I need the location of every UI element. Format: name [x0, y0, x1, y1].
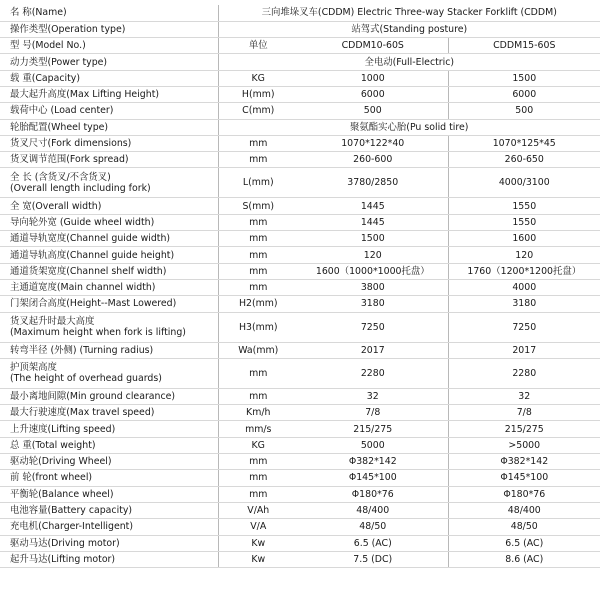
- param-label-sub: (The height of overhead guards): [10, 373, 162, 385]
- header-value: 三向堆垛叉车(CDDM) Electric Three-way Stacker Forklift (CDDM): [218, 5, 600, 21]
- table-row: [0, 312, 600, 342]
- value-cell-cddm10: 7250: [298, 312, 448, 342]
- value-cell-cddm10: 1445: [298, 214, 448, 230]
- table-row: [0, 421, 600, 437]
- value-cell-cddm15: 1550: [448, 198, 600, 214]
- param-label: 货叉调节范围(Fork spread): [10, 154, 129, 166]
- table-row: [0, 486, 600, 502]
- value-cell-cddm15: Φ180*76: [448, 486, 600, 502]
- value-cell-cddm10: 2280: [298, 358, 448, 388]
- value-cell-cddm10: 215/275: [298, 421, 448, 437]
- value-cell-cddm15: 260-650: [448, 152, 600, 168]
- unit-cell: L(mm): [218, 168, 298, 198]
- param-label: 充电机(Charger-Intelligent): [10, 521, 134, 533]
- param-label: 最大行驶速度(Max travel speed): [10, 407, 155, 419]
- param-label: 平衡轮(Balance wheel): [10, 488, 114, 500]
- param-label: 起升马达(Lifting motor): [10, 553, 116, 565]
- unit-cell: mm: [218, 358, 298, 388]
- param-label: 全 宽(Overall width): [10, 200, 102, 212]
- param-cell: [0, 388, 218, 404]
- param-label: 货叉尺寸(Fork dimensions): [10, 138, 132, 150]
- value-cell-cddm15: CDDM15-60S: [448, 38, 600, 54]
- param-cell: [0, 38, 218, 54]
- table-row: [0, 168, 600, 198]
- value-cell-cddm10: CDDM10-60S: [298, 38, 448, 54]
- value-cell-cddm10: 3180: [298, 296, 448, 312]
- value-cell-cddm10: 1500: [298, 231, 448, 247]
- param-cell: [0, 231, 218, 247]
- merged-value-cell: 站驾式(Standing posture): [218, 21, 600, 37]
- table-row: [0, 198, 600, 214]
- table-row: [0, 519, 600, 535]
- param-label: 最大起升高度(Max Lifting Height): [10, 89, 160, 101]
- unit-cell: mm: [218, 263, 298, 279]
- unit-cell: Kw: [218, 551, 298, 567]
- param-label: 动力类型(Power type): [10, 56, 108, 68]
- table-row: [0, 502, 600, 518]
- param-cell: [0, 535, 218, 551]
- param-cell: [0, 519, 218, 535]
- table-row: [0, 535, 600, 551]
- table-row: [0, 152, 600, 168]
- param-cell: [0, 135, 218, 151]
- table-row: [0, 437, 600, 453]
- unit-cell: V/A: [218, 519, 298, 535]
- table-row: [0, 247, 600, 263]
- unit-cell: mm: [218, 388, 298, 404]
- table-row: [0, 86, 600, 102]
- value-cell-cddm15: >5000: [448, 437, 600, 453]
- unit-cell: Kw: [218, 535, 298, 551]
- param-cell: [0, 551, 218, 567]
- unit-cell: mm: [218, 135, 298, 151]
- param-label: 操作类型(Operation type): [10, 23, 126, 35]
- unit-cell: mm: [218, 214, 298, 230]
- param-label: 门架闭合高度(Height--Mast Lowered): [10, 298, 177, 310]
- value-cell-cddm15: 1550: [448, 214, 600, 230]
- table-row: [0, 342, 600, 358]
- param-label: 驱动马达(Driving motor): [10, 537, 120, 549]
- table-row: [0, 405, 600, 421]
- value-cell-cddm15: Φ145*100: [448, 470, 600, 486]
- value-cell-cddm15: 6000: [448, 86, 600, 102]
- value-cell-cddm10: Φ180*76: [298, 486, 448, 502]
- param-label: 电池容量(Battery capacity): [10, 505, 133, 517]
- param-label: 驱动轮(Driving Wheel): [10, 456, 112, 468]
- value-cell-cddm15: Φ382*142: [448, 454, 600, 470]
- value-cell-cddm15: 7/8: [448, 405, 600, 421]
- value-cell-cddm10: 6.5 (AC): [298, 535, 448, 551]
- param-cell: [0, 152, 218, 168]
- param-cell: [0, 70, 218, 86]
- param-label: 全 长 (含货叉/不含货叉): [10, 171, 111, 183]
- unit-cell: H(mm): [218, 86, 298, 102]
- table-row: [0, 38, 600, 54]
- param-cell: [0, 312, 218, 342]
- param-cell: [0, 358, 218, 388]
- param-cell: [0, 502, 218, 518]
- value-cell-cddm15: 2280: [448, 358, 600, 388]
- param-label-sub: (Overall length including fork): [10, 182, 151, 194]
- param-label: 型 号(Model No.): [10, 40, 86, 52]
- value-cell-cddm15: 32: [448, 388, 600, 404]
- table-row: [0, 263, 600, 279]
- table-row: [0, 214, 600, 230]
- value-cell-cddm10: 6000: [298, 86, 448, 102]
- value-cell-cddm10: 120: [298, 247, 448, 263]
- value-cell-cddm15: 7250: [448, 312, 600, 342]
- param-label: 总 重(Total weight): [10, 439, 96, 451]
- value-cell-cddm15: 500: [448, 103, 600, 119]
- param-label: 最小离地间隙(Min ground clearance): [10, 390, 176, 402]
- param-cell: [0, 296, 218, 312]
- unit-cell: H3(mm): [218, 312, 298, 342]
- value-cell-cddm15: 3180: [448, 296, 600, 312]
- unit-cell: 单位: [218, 38, 298, 54]
- value-cell-cddm10: 260-600: [298, 152, 448, 168]
- value-cell-cddm10: 500: [298, 103, 448, 119]
- value-cell-cddm10: 7.5 (DC): [298, 551, 448, 567]
- table-row: [0, 135, 600, 151]
- value-cell-cddm10: 48/400: [298, 502, 448, 518]
- unit-cell: mm: [218, 231, 298, 247]
- param-cell: [0, 263, 218, 279]
- table-row: [0, 470, 600, 486]
- param-cell: [0, 198, 218, 214]
- param-label: 前 轮(front wheel): [10, 472, 93, 484]
- param-label: 轮胎配置(Wheel type): [10, 121, 109, 133]
- unit-cell: V/Ah: [218, 502, 298, 518]
- unit-cell: KG: [218, 70, 298, 86]
- param-cell: [0, 437, 218, 453]
- unit-cell: H2(mm): [218, 296, 298, 312]
- value-cell-cddm10: 3800: [298, 279, 448, 295]
- value-cell-cddm15: 215/275: [448, 421, 600, 437]
- value-cell-cddm10: 32: [298, 388, 448, 404]
- value-cell-cddm15: 1070*125*45: [448, 135, 600, 151]
- table-row: [0, 103, 600, 119]
- unit-cell: mm/s: [218, 421, 298, 437]
- unit-cell: mm: [218, 454, 298, 470]
- param-cell: [0, 247, 218, 263]
- merged-value-cell: 全电动(Full-Electric): [218, 54, 600, 70]
- unit-cell: mm: [218, 486, 298, 502]
- value-cell-cddm15: 6.5 (AC): [448, 535, 600, 551]
- value-cell-cddm15: 48/400: [448, 502, 600, 518]
- value-cell-cddm10: 1600（1000*1000托盘）: [298, 263, 448, 279]
- param-label: 转弯半径 (外侧) (Turning radius): [10, 344, 154, 356]
- param-label: 通道导轨高度(Channel guide height): [10, 249, 175, 261]
- unit-cell: KG: [218, 437, 298, 453]
- param-label: 主通道宽度(Main channel width): [10, 282, 156, 294]
- value-cell-cddm15: 1500: [448, 70, 600, 86]
- param-label: 护顶架高度: [10, 362, 57, 374]
- table-row: [0, 296, 600, 312]
- spec-table-body: [0, 5, 600, 568]
- table-row: [0, 454, 600, 470]
- table-row: [0, 551, 600, 567]
- unit-cell: Km/h: [218, 405, 298, 421]
- value-cell-cddm15: 4000/3100: [448, 168, 600, 198]
- value-cell-cddm10: Φ145*100: [298, 470, 448, 486]
- table-row: [0, 231, 600, 247]
- value-cell-cddm10: 1000: [298, 70, 448, 86]
- table-row: [0, 70, 600, 86]
- param-cell: [0, 454, 218, 470]
- param-cell: [0, 119, 218, 135]
- value-cell-cddm10: 7/8: [298, 405, 448, 421]
- value-cell-cddm15: 4000: [448, 279, 600, 295]
- value-cell-cddm10: 3780/2850: [298, 168, 448, 198]
- value-cell-cddm15: 2017: [448, 342, 600, 358]
- param-cell: [0, 279, 218, 295]
- unit-cell: Wa(mm): [218, 342, 298, 358]
- table-row: [0, 279, 600, 295]
- param-label: 货叉起升时最大高度: [10, 316, 95, 328]
- table-row: [0, 54, 600, 70]
- value-cell-cddm15: 1760（1200*1200托盘）: [448, 263, 600, 279]
- value-cell-cddm10: Φ382*142: [298, 454, 448, 470]
- param-cell: [0, 168, 218, 198]
- value-cell-cddm15: 1600: [448, 231, 600, 247]
- value-cell-cddm15: 48/50: [448, 519, 600, 535]
- param-cell: [0, 470, 218, 486]
- param-label: 通道导轨宽度(Channel guide width): [10, 233, 171, 245]
- value-cell-cddm15: 8.6 (AC): [448, 551, 600, 567]
- unit-cell: mm: [218, 279, 298, 295]
- param-cell: [0, 342, 218, 358]
- header-label: 名 称(Name): [0, 5, 218, 21]
- table-row-header: [0, 5, 600, 21]
- param-label: 导向轮外宽 (Guide wheel width): [10, 216, 155, 228]
- param-label-sub: (Maximum height when fork is lifting): [10, 327, 186, 339]
- unit-cell: S(mm): [218, 198, 298, 214]
- table-row: [0, 358, 600, 388]
- unit-cell: C(mm): [218, 103, 298, 119]
- param-cell: [0, 486, 218, 502]
- param-cell: [0, 54, 218, 70]
- table-row: [0, 119, 600, 135]
- param-label: 载荷中心 (Load center): [10, 105, 114, 117]
- param-cell: [0, 103, 218, 119]
- table-row: [0, 21, 600, 37]
- param-cell: [0, 86, 218, 102]
- param-cell: [0, 405, 218, 421]
- param-cell: [0, 214, 218, 230]
- param-label: 载 重(Capacity): [10, 72, 81, 84]
- param-cell: [0, 21, 218, 37]
- value-cell-cddm10: 1445: [298, 198, 448, 214]
- unit-cell: mm: [218, 152, 298, 168]
- value-cell-cddm15: 120: [448, 247, 600, 263]
- value-cell-cddm10: 48/50: [298, 519, 448, 535]
- param-label: 通道货架宽度(Channel shelf width): [10, 265, 167, 277]
- value-cell-cddm10: 5000: [298, 437, 448, 453]
- table-row: [0, 388, 600, 404]
- unit-cell: mm: [218, 470, 298, 486]
- param-cell: [0, 421, 218, 437]
- value-cell-cddm10: 2017: [298, 342, 448, 358]
- spec-table: [0, 5, 600, 568]
- unit-cell: mm: [218, 247, 298, 263]
- value-cell-cddm10: 1070*122*40: [298, 135, 448, 151]
- param-label: 上升速度(Lifting speed): [10, 423, 116, 435]
- merged-value-cell: 聚氨酯实心胎(Pu solid tire): [218, 119, 600, 135]
